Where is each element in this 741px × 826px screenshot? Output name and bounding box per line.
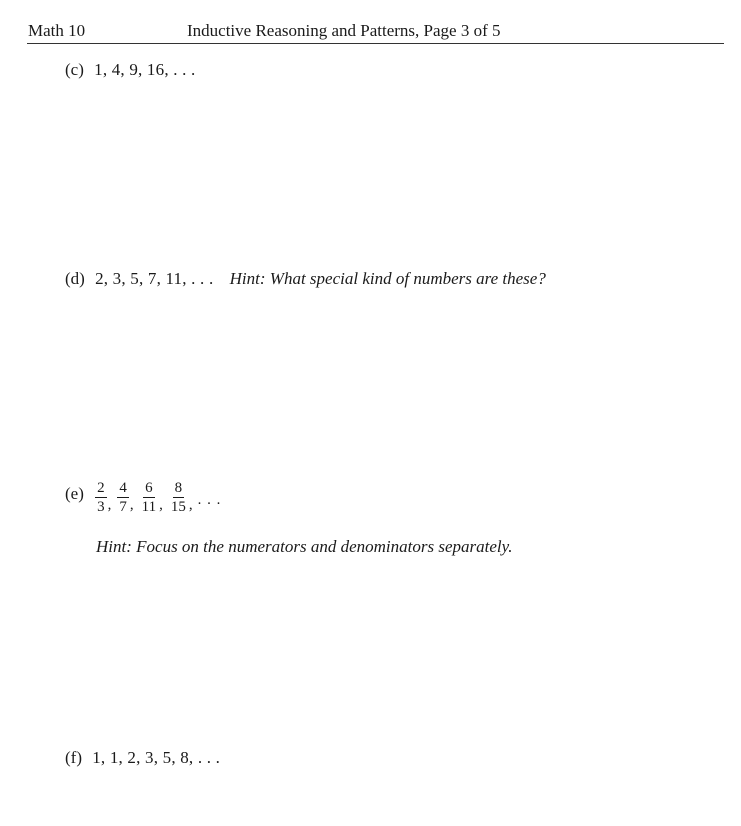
problem-label: (e) <box>65 484 84 504</box>
denominator: 15 <box>170 499 186 515</box>
ellipsis: . . . <box>197 492 222 508</box>
comma: , <box>107 497 112 513</box>
hint-text: What special kind of numbers are these? <box>269 269 546 288</box>
problem-label: (c) <box>65 60 84 79</box>
comma: , <box>129 497 134 513</box>
problem-c <box>65 60 195 80</box>
problem-f <box>65 748 220 768</box>
fraction <box>95 480 107 515</box>
comma: , <box>159 497 163 513</box>
hint-text: Focus on the numerators and denominators separately. <box>136 537 513 556</box>
problem-label: (d) <box>65 269 85 288</box>
numerator: 2 <box>97 480 105 496</box>
numerator: 4 <box>119 480 127 496</box>
fraction <box>169 480 188 515</box>
page-header <box>27 19 724 44</box>
denominator: 7 <box>119 499 127 515</box>
denominator: 11 <box>141 499 157 515</box>
fraction <box>117 480 129 515</box>
problem-sequence: 2, 3, 5, 7, 11, . . . <box>95 269 214 288</box>
fraction <box>140 480 158 515</box>
numerator: 8 <box>174 480 183 496</box>
problem-sequence: 1, 4, 9, 16, . . . <box>94 60 196 79</box>
problem-e <box>65 478 221 513</box>
denominator: 3 <box>97 499 105 515</box>
numerator: 6 <box>145 480 153 496</box>
hint-label: Hint: <box>229 269 266 288</box>
fraction-sequence <box>94 480 221 515</box>
course-name: Math 10 <box>28 21 86 40</box>
page-title: Inductive Reasoning and Patterns, Page 3 of 5 <box>187 21 501 40</box>
problem-d <box>65 269 546 289</box>
problem-e-hint <box>96 537 512 557</box>
problem-label: (f) <box>65 748 82 767</box>
comma: , <box>188 497 193 513</box>
problem-sequence: 1, 1, 2, 3, 5, 8, . . . <box>92 748 221 767</box>
hint-label: Hint: <box>96 537 132 556</box>
